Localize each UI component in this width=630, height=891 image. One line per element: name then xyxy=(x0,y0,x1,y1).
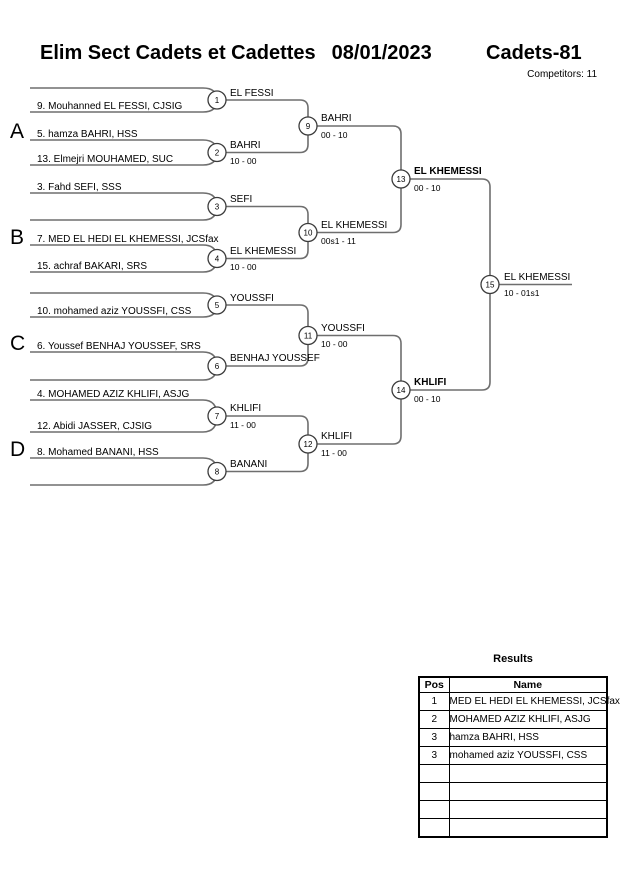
match-number: 4 xyxy=(214,254,220,264)
pos-cell: 1 xyxy=(419,693,449,711)
pos-cell xyxy=(419,765,449,783)
section-label-c: C xyxy=(10,332,26,355)
match-number: 15 xyxy=(485,280,495,290)
bracket-winner-lines xyxy=(214,100,572,472)
name-header: Name xyxy=(449,677,607,693)
match-score: 00 - 10 xyxy=(414,394,441,404)
match-score: 10 - 00 xyxy=(230,156,257,166)
pos-cell: 3 xyxy=(419,729,449,747)
match-number: 7 xyxy=(214,412,220,421)
seed-name: 7. MED EL HEDI EL KHEMESSI, JCSfax xyxy=(37,234,219,245)
table-row-empty xyxy=(419,783,607,801)
match-number: 13 xyxy=(396,175,406,184)
match-number: 8 xyxy=(214,467,220,477)
match-number: 14 xyxy=(396,386,406,395)
name-cell xyxy=(449,819,607,838)
pos-cell xyxy=(419,801,449,819)
pos-cell: 2 xyxy=(419,711,449,729)
pos-cell xyxy=(419,783,449,801)
winner-name: EL KHEMESSI xyxy=(321,220,388,231)
name-cell xyxy=(449,801,607,819)
seed-name: 13. Elmejri MOUHAMED, SUC xyxy=(37,154,174,165)
seed-name: 6. Youssef BENHAJ YOUSSEF, SRS xyxy=(37,341,201,352)
winner-name: BAHRI xyxy=(321,113,352,124)
winner-name: EL KHEMESSI xyxy=(230,246,297,257)
results-table xyxy=(418,676,620,838)
seed-name: 12. Abidi JASSER, CJSIG xyxy=(37,421,153,432)
name-cell: MED EL HEDI EL KHEMESSI, JCSfax xyxy=(449,693,607,711)
match-score: 00 - 10 xyxy=(414,183,441,193)
winner-name: BENHAJ YOUSSEF xyxy=(230,353,320,364)
match-score: 11 - 00 xyxy=(321,448,347,458)
name-cell: mohamed aziz YOUSSFI, CSS xyxy=(449,747,607,765)
section-label-a: A xyxy=(10,120,25,143)
match-number: 1 xyxy=(214,96,220,105)
table-row xyxy=(419,729,607,747)
table-row xyxy=(419,693,607,711)
winner-name: YOUSSFI xyxy=(230,293,274,304)
match-number: 12 xyxy=(303,440,313,449)
seed-name: 8. Mohamed BANANI, HSS xyxy=(37,447,159,458)
section-label-b: B xyxy=(10,226,25,249)
match-score: 00 - 10 xyxy=(321,130,348,140)
match-number: 3 xyxy=(214,202,220,212)
match-score: 11 - 00 xyxy=(230,420,256,430)
match-number: 11 xyxy=(303,331,313,341)
pos-cell xyxy=(419,819,449,838)
winner-name: EL FESSI xyxy=(230,88,274,99)
pos-cell: 3 xyxy=(419,747,449,765)
name-cell xyxy=(449,765,607,783)
competitors-count: Competitors: 11 xyxy=(527,69,597,80)
table-row-empty xyxy=(419,801,607,819)
table-row xyxy=(419,747,607,765)
match-score: 10 - 00 xyxy=(230,262,257,272)
winner-name: BAHRI xyxy=(230,140,261,151)
winner-name: KHLIFI xyxy=(230,403,262,414)
seed-name: 10. mohamed aziz YOUSSFI, CSS xyxy=(37,306,192,317)
table-row-empty xyxy=(419,819,607,838)
match-number: 2 xyxy=(214,148,220,158)
winner-name: SEFI xyxy=(230,194,253,205)
results-header-row xyxy=(419,677,607,693)
winner-name: EL KHEMESSI xyxy=(414,166,482,177)
match-number: 9 xyxy=(305,122,311,131)
match-score: 00s1 - 11 xyxy=(321,236,356,246)
seed-name: 5. hamza BAHRI, HSS xyxy=(37,129,138,140)
winner-name: EL KHEMESSI xyxy=(504,272,571,283)
match-score: 10 - 00 xyxy=(321,339,348,349)
table-row-empty xyxy=(419,765,607,783)
seed-name: 9. Mouhanned EL FESSI, CJSIG xyxy=(37,101,183,112)
name-cell xyxy=(449,783,607,801)
seed-name: 4. MOHAMED AZIZ KHLIFI, ASJG xyxy=(37,389,190,400)
category-label: Cadets-81 xyxy=(486,42,582,64)
seed-name: 15. achraf BAKARI, SRS xyxy=(37,261,148,272)
results-title: Results xyxy=(493,653,533,665)
name-cell: MOHAMED AZIZ KHLIFI, ASJG xyxy=(449,711,607,729)
event-date: 08/01/2023 xyxy=(331,42,432,64)
seed-name: 3. Fahd SEFI, SSS xyxy=(37,182,122,193)
match-number: 6 xyxy=(214,362,220,371)
match-number: 10 xyxy=(303,228,313,238)
winner-name: KHLIFI xyxy=(414,377,447,388)
name-cell: hamza BAHRI, HSS xyxy=(449,729,607,747)
winner-name: YOUSSFI xyxy=(321,323,365,334)
pos-header: Pos xyxy=(419,677,449,693)
winner-name: KHLIFI xyxy=(321,431,353,442)
page-title: Elim Sect Cadets et Cadettes xyxy=(40,42,316,64)
winner-name: BANANI xyxy=(230,459,268,470)
match-score: 10 - 01s1 xyxy=(504,288,540,298)
section-label-d: D xyxy=(10,438,26,461)
match-number: 5 xyxy=(214,301,220,310)
table-row xyxy=(419,711,607,729)
